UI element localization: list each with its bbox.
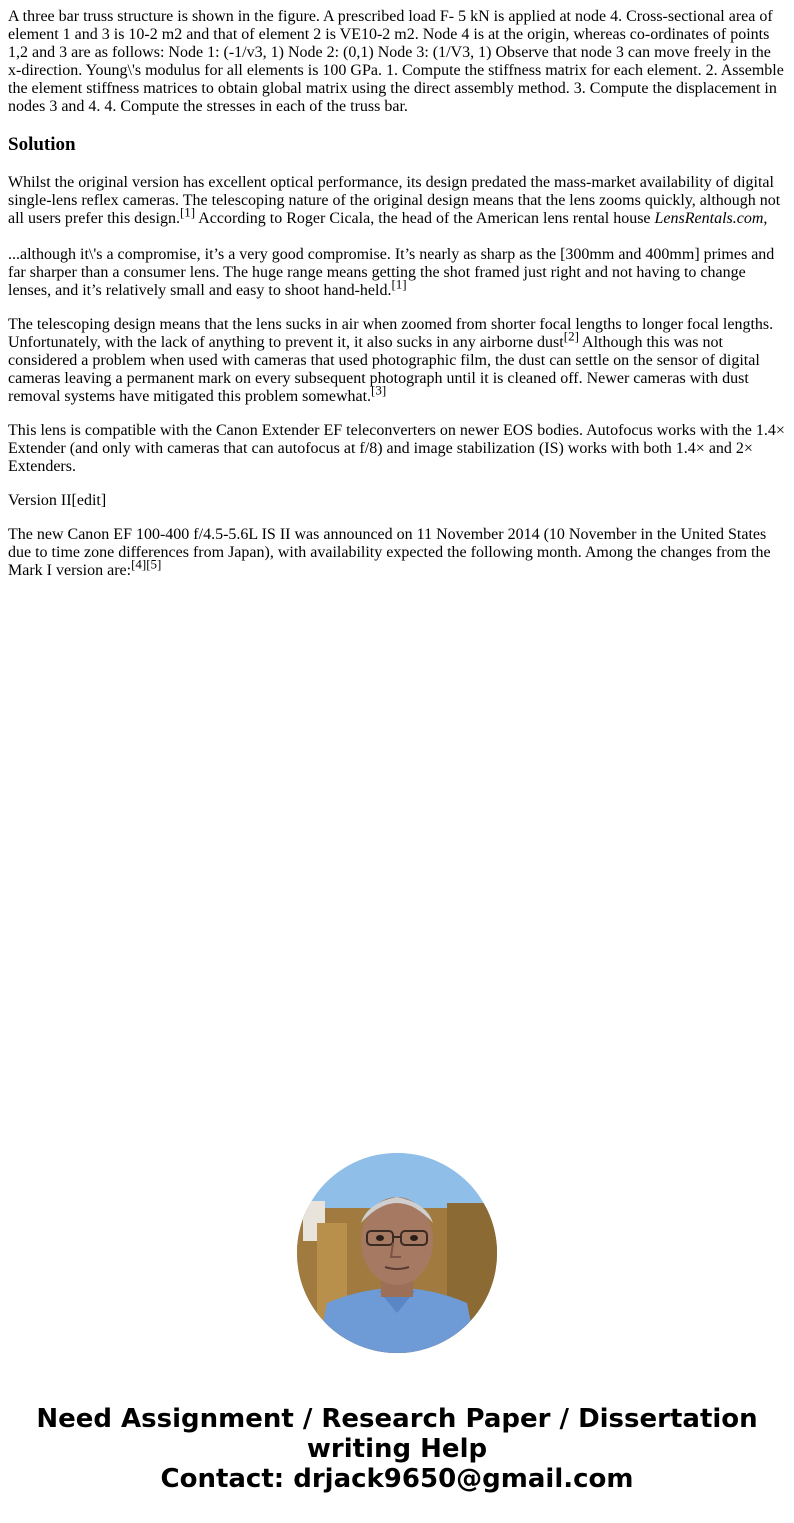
intro-paragraph (8, 174, 786, 228)
quote-paragraph (8, 246, 786, 300)
quote-text: ...although it\'s a compromise, it’s a very good compromise. It’s nearly as sharp as the [300mm and 400mm] primes and far sharper than a consumer lens. The huge range means getting the shot framed just right and not having to change lenses, and it’s relatively small and easy to shoot hand-held. (8, 246, 775, 299)
promo-line-2: writing Help (306, 1434, 488, 1464)
dust-paragraph (8, 316, 786, 406)
solution-heading: Solution (8, 134, 76, 155)
promo-line-1: Need Assignment / Research Paper / Dissertation (36, 1404, 758, 1434)
citation-ref: [1] (179, 204, 196, 220)
promo-banner (0, 1404, 794, 1494)
citation-ref: [2] (563, 328, 579, 344)
question-paragraph: A three bar truss structure is shown in the figure. A prescribed load F- 5 kN is applied at node 4. Cross-sectional area of element 1 and 3 is 10-2 m2 and that of element 2 is VE10-2 m2. Node 4 is at the origin, whereas co-ordinates of points 1,2 and 3 are as follows: Node 1: (-1/v3, 1) Node 2: (0,1) Node 3: (1/V3, 1) Observe that node 3 can move freely in the x-direction. Young\'s modulus for all elements is 100 GPa. 1. Compute the stiffness matrix for each element. 2. Assemble the element stiffness matrices to obtain global matrix using the direct assembly method. 3. Compute the displacement in nodes 3 and 4. 4. Compute the stresses in each of the truss bar. (8, 8, 784, 115)
citation-ref: [3] (371, 382, 387, 398)
version-paragraph (8, 526, 786, 580)
author-avatar (297, 1153, 497, 1353)
intro-text: Whilst the original version has excellent optical performance, its design predated the mass-market availability of digital single-lens reflex cameras. The telescoping nature of the original design means that the lens zooms quickly, although not all users prefer this design. (8, 174, 781, 227)
dust-text: The telescoping design means that the lens sucks in air when zoomed from shorter focal lengths to longer focal lengths. Unfortunately, with the lack of anything to prevent it, it also sucks in any airborne dust (8, 316, 774, 351)
citation-refs: [4][5] (131, 556, 162, 572)
article-content (8, 8, 786, 596)
version-text: The new Canon EF 100-400 f/4.5-5.6L IS II was announced on 11 November 2014 (10 November in the United States due to time zone differences from Japan), with availability expected the following month. Among the changes from the Mark I version are: (8, 526, 771, 579)
lensrentals-name: LensRentals.com (654, 210, 764, 227)
intro-text-end: , (763, 210, 768, 227)
version-heading: Version II[edit] (8, 492, 107, 509)
citation-ref: [1] (391, 276, 407, 292)
promo-contact: Contact: drjack9650@gmail.com (160, 1464, 634, 1494)
extender-paragraph: This lens is compatible with the Canon Extender EF teleconverters on newer EOS bodies. Autofocus works with the 1.4× Extender (and only with cameras that can autofocus at f/8) and image stabilization (IS) works with both 1.4× and 2× Extenders. (8, 422, 785, 475)
author-portrait-image (297, 1153, 497, 1353)
intro-text-continued: According to Roger Cicala, the head of the American lens rental house (195, 210, 655, 227)
dust-text-continued: Although this was not considered a problem when used with cameras that used photographic film, the dust can settle on the sensor of digital cameras leaving a permanent mark on every subsequent photograph until it is cleaned off. Newer cameras with dust removal systems have mitigated this problem somewhat. (8, 334, 760, 405)
